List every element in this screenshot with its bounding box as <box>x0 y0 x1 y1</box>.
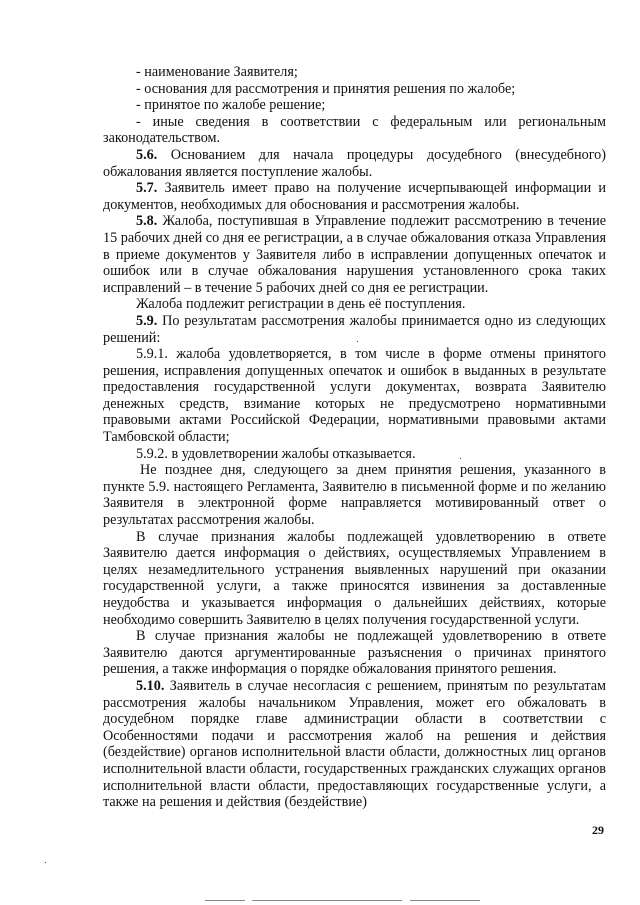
paragraph-clause-notice <box>103 462 606 528</box>
clause-number: 5.8. <box>136 213 158 230</box>
paragraph-text: - принятое по жалобе решение; <box>136 97 326 114</box>
clause-number: 5.10. <box>136 677 165 694</box>
clause-number: 5.9. <box>136 312 158 329</box>
paragraph-text: Жалоба, поступившая в Управление подлежит рассмотрению в течение 15 рабочих дней со дня ее регистрации, а в случае обжалования отказа Управления в приеме документов у Заявителя либо в исправлении допущенных опечаток и ошибок или в случае обжалования нарушения установленного срока таких исправлений – в течение 5 рабочих дней со дня ее регистрации. <box>103 213 606 296</box>
paragraph-text: Не позднее дня, следующего за днем принятия решения, указанного в пункте 5.9. настоящего Регламента, Заявителю в письменной форме и по желанию Заявителя в электронной форме направляется мотивированный ответ о результатах рассмотрения жалобы. <box>103 462 606 529</box>
paragraph-clause-5-9-2 <box>103 446 606 463</box>
scan-speck <box>357 341 358 342</box>
scan-speck <box>45 862 46 863</box>
paragraph-item-name <box>103 64 606 81</box>
paragraph-text: - основания для рассмотрения и принятия решения по жалобе; <box>136 80 516 97</box>
paragraph-clause-satisfied <box>103 529 606 629</box>
paragraph-clause-5-7 <box>103 180 606 213</box>
paragraph-clause-5-8-reg <box>103 296 606 313</box>
paragraph-clause-5-8 <box>103 213 606 296</box>
paragraph-text: Заявитель имеет право на получение исчерпывающей информации и документов, необходимых для обоснования и рассмотрения жалобы. <box>103 180 606 213</box>
paragraph-text: По результатам рассмотрения жалобы принимается одно из следующих решений: <box>103 312 606 346</box>
paragraph-text: В случае признания жалобы не подлежащей удовлетворению в ответе Заявителю даются аргументированные разъяснения о причинах принятого решения, а также информация о порядке обжалования принятого решения. <box>103 628 606 678</box>
paragraph-clause-5-9 <box>103 313 606 346</box>
scan-speck <box>460 458 461 459</box>
footer-divider-left <box>205 900 245 901</box>
paragraph-text: - иные сведения в соответствии с федеральным или региональным законодательством. <box>103 113 606 147</box>
paragraph-text: Заявитель в случае несогласия с решением, принятым по результатам рассмотрения жалобы начальником Управления, может его обжаловать в досудебном порядке главе администрации области в соответствии с Особенностями подачи и рассмотрения жалоб на решения и действия (бездействие) органов исполнительной власти области, должностных лиц органов исполнительной власти области, государственных гражданских служащих органов исполнительной власти области, предоставляющих государственные услуги, а также на решения и действия (бездействие) <box>103 677 606 811</box>
paragraph-text: Жалоба подлежит регистрации в день её поступления. <box>136 296 466 313</box>
paragraph-clause-5-6 <box>103 147 606 180</box>
page-number: 29 <box>592 823 604 837</box>
footer-divider-right <box>410 900 480 901</box>
paragraph-item-decision <box>103 97 606 114</box>
footer-divider-mid <box>252 900 402 901</box>
paragraph-clause-5-10 <box>103 678 606 811</box>
paragraph-text: 5.9.1. жалоба удовлетворяется, в том числе в форме отмены принятого решения, исправления допущенных опечаток и ошибок в выданных в результате предоставления государственной услуги документах, возврата Заявителю денежных средств, взимание которых не предусмотрено нормативными правовыми актами Российской Федерации, нормативными правовыми актами Тамбовской области; <box>103 346 606 446</box>
clause-number: 5.7. <box>136 180 158 197</box>
paragraph-text: 5.9.2. в удовлетворении жалобы отказывается. <box>136 445 416 462</box>
paragraph-item-grounds <box>103 81 606 98</box>
paragraph-text: Основанием для начала процедуры досудебного (внесудебного) обжалования является поступление жалобы. <box>103 146 606 180</box>
paragraph-text: В случае признания жалобы подлежащей удовлетворению в ответе Заявителю дается информация о действиях, осуществляемых Управлением в целях незамедлительного устранения выявленных нарушений при оказании государственной услуги, а также приносятся извинения за доставленные неудобства и указывается информация о дальнейших действиях, которые необходимо совершить Заявителю в целях получения государственной услуги. <box>103 528 606 628</box>
document-body <box>103 64 606 811</box>
paragraph-item-other <box>103 114 606 147</box>
clause-number: 5.6. <box>136 146 158 163</box>
paragraph-text: - наименование Заявителя; <box>136 64 298 80</box>
paragraph-clause-rejected <box>103 628 606 678</box>
paragraph-clause-5-9-1 <box>103 346 606 446</box>
